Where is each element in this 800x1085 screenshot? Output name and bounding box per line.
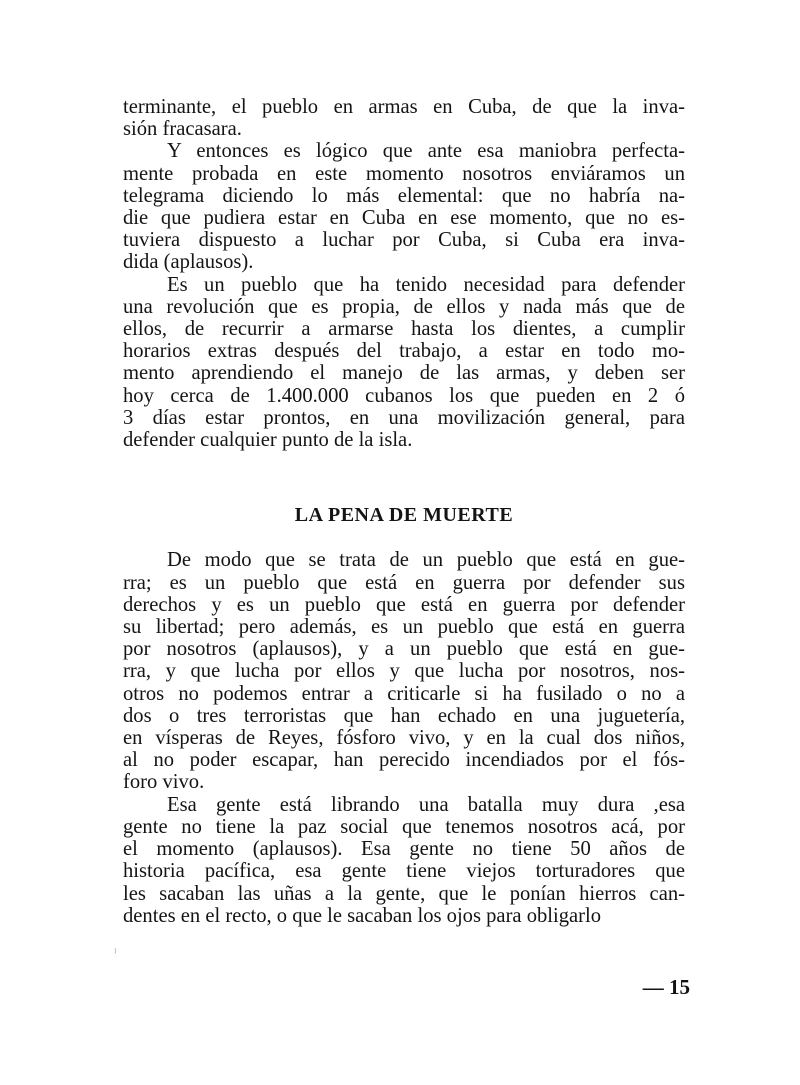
text-line: mento aprendiendo el manejo de las armas, y deben ser [123,362,685,385]
text-line: mente probada en este momento nosotros enviáramos un [123,162,685,185]
paragraph [123,274,685,452]
text-line: ellos, de recurrir a armarse hasta los dientes, a cumplir [123,318,685,341]
page-body [123,96,685,927]
text-line: dentes en el recto, o que le sacaban los ojos para obligarlo [123,904,602,927]
scan-mark-icon: ⁾ [114,946,117,959]
text-line: sión fracasara. [123,118,242,141]
text-line: die que pudiera estar en Cuba en ese momento, que no es- [123,207,685,230]
text-line: derechos y es un pueblo que está en guerra por defender [123,593,685,616]
spacer [123,526,685,549]
text-line: Esa gente está librando una batalla muy dura ,esa [167,793,685,816]
paragraph [123,549,685,793]
text-line: rra, y que lucha por ellos y que lucha por nosotros, nos- [123,660,685,683]
text-line: De modo que se trata de un pueblo que está en gue- [167,549,685,572]
text-line: al no poder escapar, han perecido incendiados por el fós- [123,749,685,772]
text-line: tuviera dispuesto a luchar por Cuba, si Cuba era inva- [123,229,685,252]
paragraph [123,794,685,927]
paragraph [123,96,685,140]
page-number: — 15 [642,975,690,999]
section-heading: LA PENA DE MUERTE [294,504,514,527]
text-line: el momento (aplausos). Esa gente no tiene 50 años de [123,838,685,861]
text-line: foro vivo. [123,771,205,794]
text-line: dida (aplausos). [123,251,254,274]
text-line: en vísperas de Reyes, fósforo vivo, y en la cual dos niños, [123,727,685,750]
top-text-block [123,96,685,451]
text-line: una revolución que es propia, de ellos y nada más que de [123,295,685,318]
text-line: dos o tres terroristas que han echado en una juguetería, [123,704,685,727]
paragraph [123,140,685,273]
text-line: terminante, el pueblo en armas en Cuba, de que la inva- [123,96,685,118]
text-line: Y entonces es lógico que ante esa maniobra perfecta- [167,140,685,163]
text-line: les sacaban las uñas a la gente, que le ponían hierros can- [123,882,685,905]
text-line: historia pacífica, esa gente tiene viejos torturadores que [123,860,685,883]
text-line: defender cualquier punto de la isla. [123,429,413,452]
text-line: horarios extras después del trabajo, a estar en todo mo- [123,340,685,363]
text-line: por nosotros (aplausos), y a un pueblo que está en gue- [123,638,685,661]
text-line: rra; es un pueblo que está en guerra por defender sus [123,571,685,594]
text-line: su libertad; pero además, es un pueblo que está en guerra [123,616,685,639]
text-line: hoy cerca de 1.400.000 cubanos los que pueden en 2 ó [123,384,685,407]
spacer [123,451,685,504]
text-line: gente no tiene la paz social que tenemos nosotros acá, por [123,815,685,838]
text-line: 3 días estar prontos, en una movilización general, para [123,406,685,429]
text-line: Es un pueblo que ha tenido necesidad para defender [167,273,685,296]
text-line: otros no podemos entrar a criticarle si ha fusilado o no a [123,682,685,705]
text-line: telegrama diciendo lo más elemental: que no habría na- [123,184,685,207]
bottom-text-block [123,549,685,926]
